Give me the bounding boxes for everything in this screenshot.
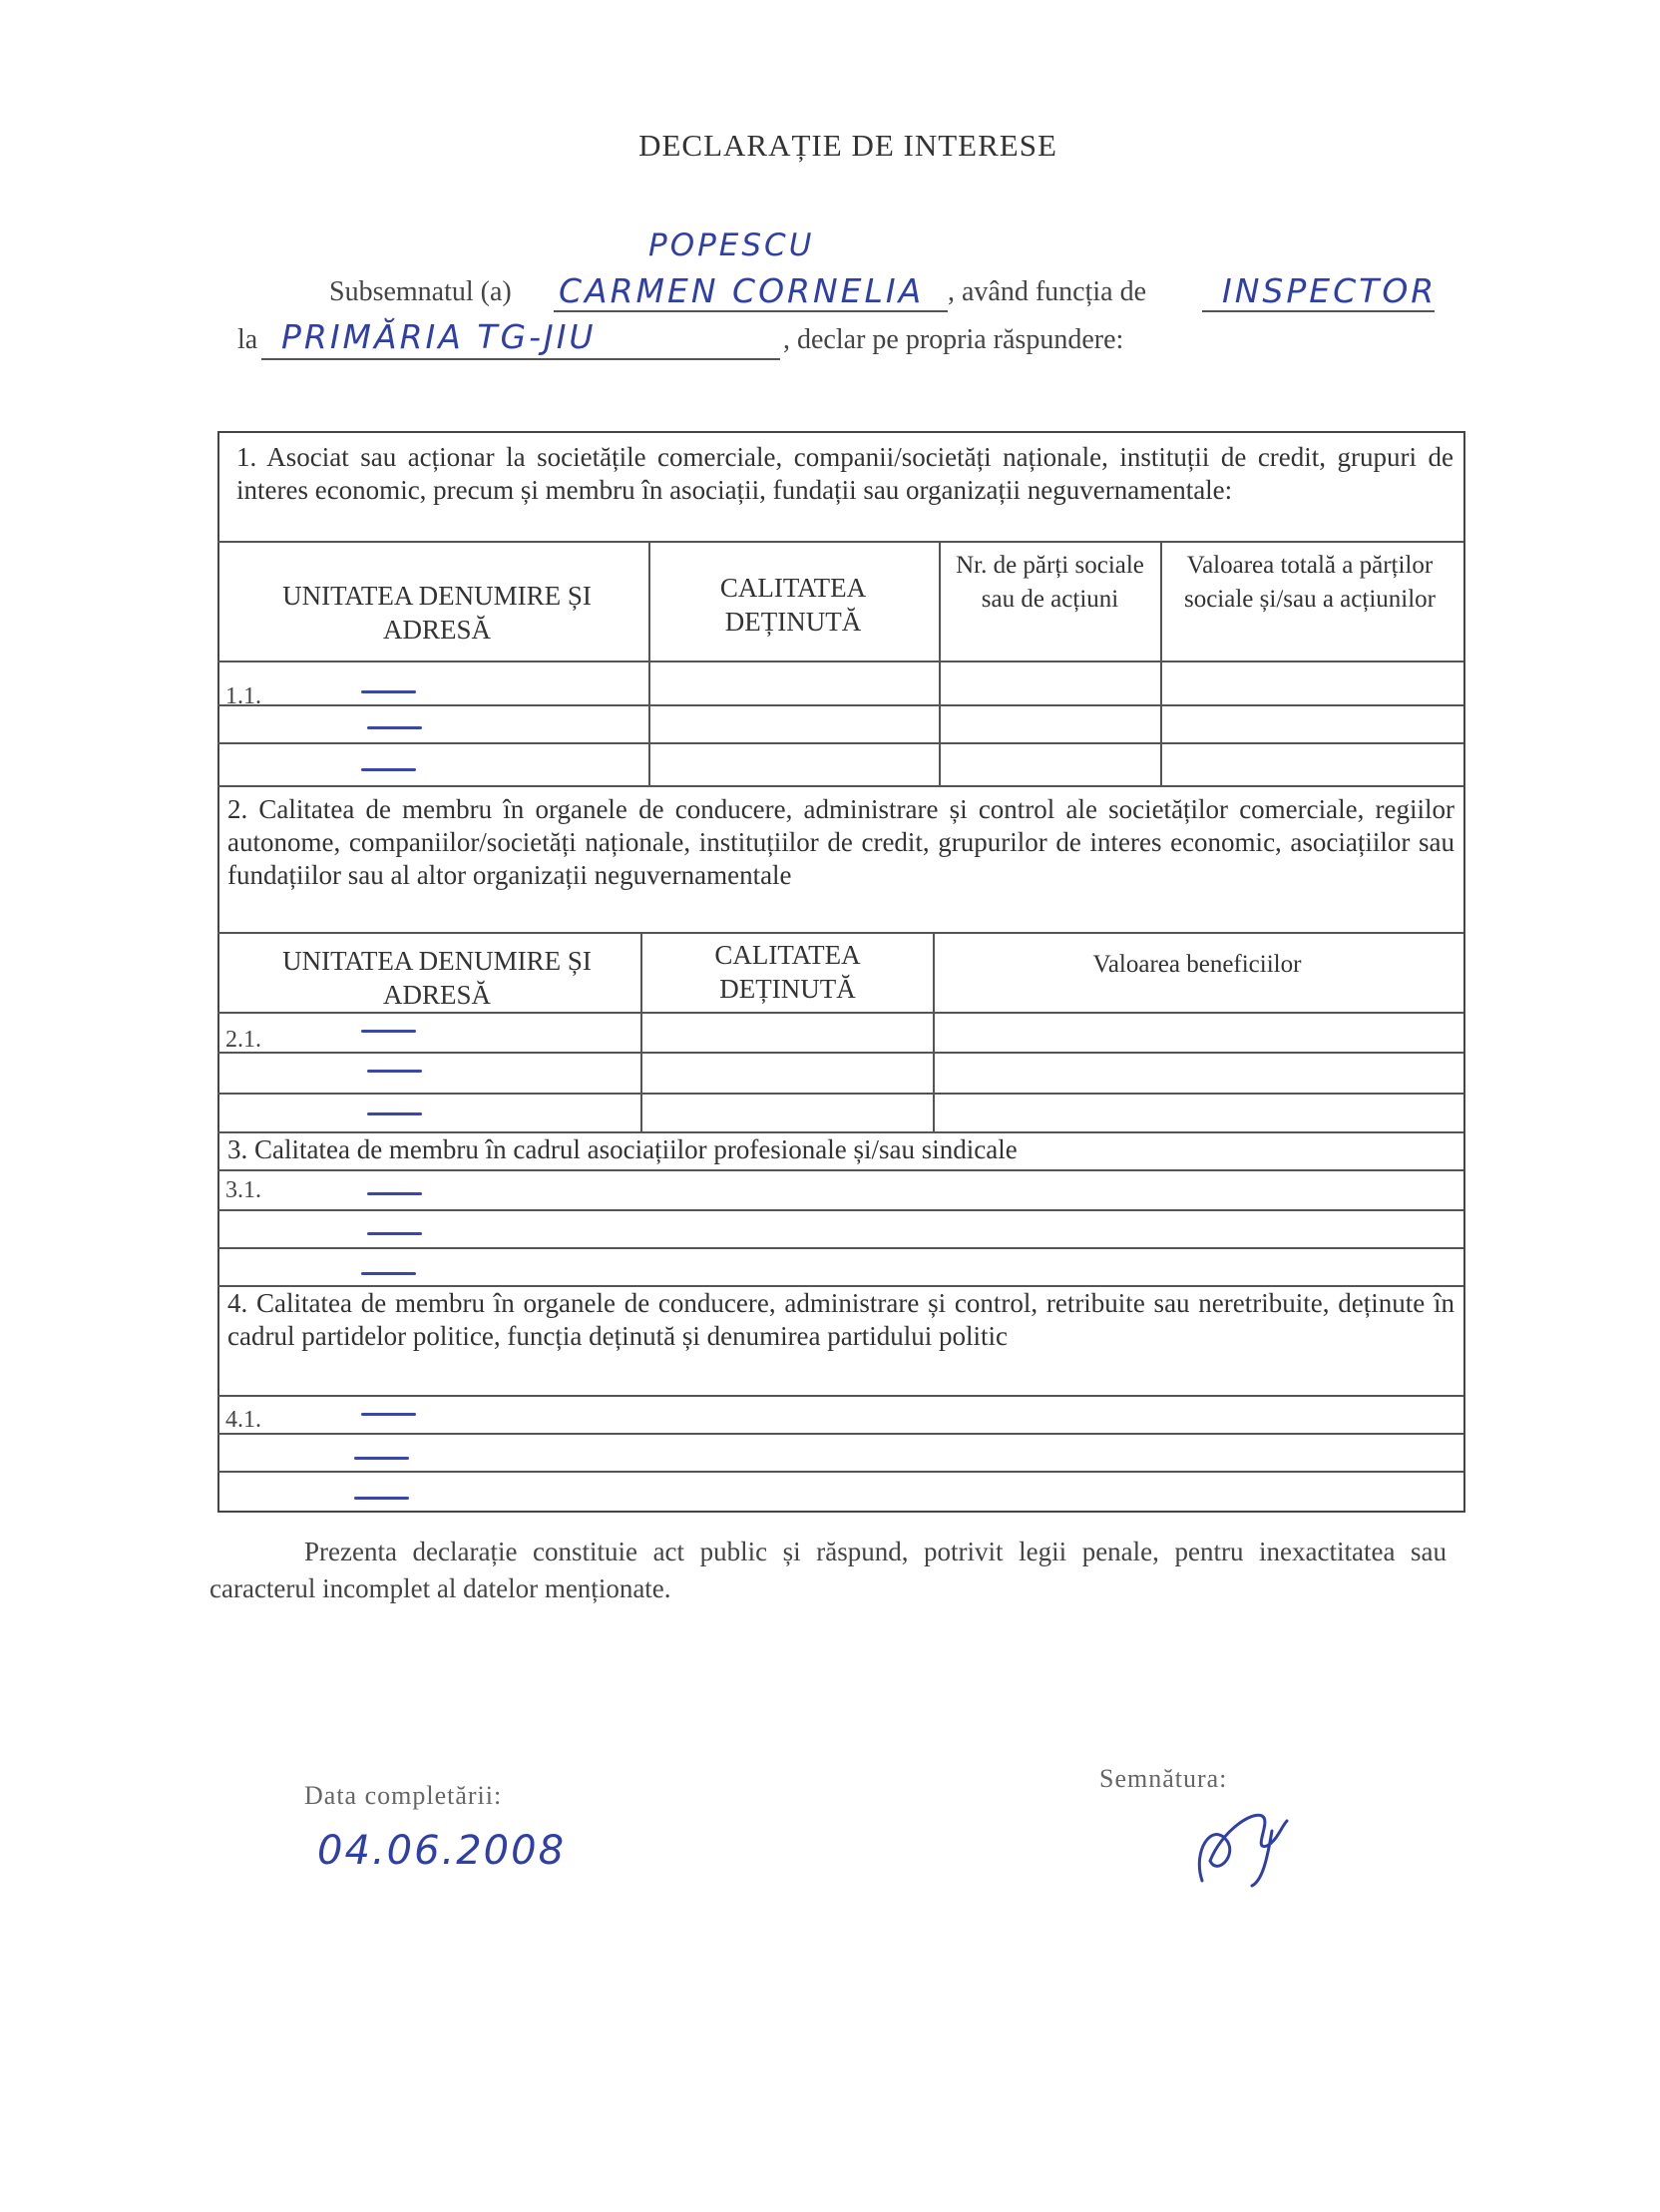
s1-dash-1 — [361, 690, 416, 693]
institution-handwritten: PRIMĂRIA TG-JIU — [281, 317, 597, 356]
name-handwritten: CARMEN CORNELIA — [559, 271, 925, 310]
s2-col-benefits: Valoarea beneficiilor — [1092, 951, 1302, 978]
surname-handwritten: POPESCU — [648, 227, 815, 263]
s4-dash-3 — [354, 1497, 409, 1500]
s3-dash-3 — [361, 1272, 416, 1275]
s2-col-quality: CALITATEA DEȚINUTĂ — [714, 940, 861, 1004]
signature-label: Semnătura: — [1099, 1764, 1228, 1793]
s2-row-label: 2.1. — [225, 1027, 261, 1053]
footer-declaration: Prezenta declarație constituie act public și răspund, potrivit legii penale, pentru inexactitatea sau caracterul incomplet al datelor menționate. — [209, 1537, 1447, 1603]
s4-dash-2 — [354, 1457, 409, 1460]
s2-col-unit: UNITATEA DENUMIRE ȘI ADRESĂ — [282, 946, 592, 1010]
institution-fill-line — [261, 358, 780, 360]
signature-mark — [1182, 1791, 1302, 1901]
s2-dash-1 — [361, 1030, 416, 1033]
s1-col-unit: UNITATEA DENUMIRE ȘI ADRESĂ — [282, 581, 592, 645]
section2-heading: 2. Calitatea de membru în organele de conducere, administrare și control ale societăților comerciale, regiilor autonome, companiilor/societăți naționale, instituțiilor de credit, grupurilor de interes economic, asociațiilor sau fundațiilor sau al altor organizații neguvernamentale — [227, 794, 1454, 890]
s1-dash-2 — [367, 726, 422, 729]
s2-dash-3 — [367, 1112, 422, 1115]
s3-dash-1 — [367, 1192, 422, 1195]
s4-dash-1 — [361, 1413, 416, 1416]
subscribed-label: Subsemnatul (a) — [329, 276, 512, 307]
date-handwritten: 04.06.2008 — [317, 1828, 567, 1874]
document-title: DECLARAȚIE DE INTERESE — [638, 128, 1057, 163]
s1-col-quality: CALITATEA DEȚINUTĂ — [719, 573, 867, 637]
function-label: , având funcția de — [948, 276, 1147, 307]
s1-row-label: 1.1. — [225, 683, 261, 709]
declare-label: , declar pe propria răspundere: — [783, 324, 1124, 355]
name-fill-line — [554, 310, 948, 312]
s2-dash-2 — [367, 1070, 422, 1073]
date-label: Data completării: — [304, 1781, 503, 1810]
section1-heading: 1. Asociat sau acționar la societățile comerciale, companii/societăți naționale, instituții de credit, grupuri de interes economic, precum și membru în asociații, fundații sau organizații neguvernamentale: — [236, 442, 1453, 505]
s1-col-shares: Nr. de părți sociale sau de acțiuni — [956, 552, 1144, 613]
section4-heading: 4. Calitatea de membru în organele de conducere, administrare și control, retribuite sau neretribuite, deținute în cadrul partidelor politice, funcția deținută și denumirea partidului politic — [227, 1288, 1454, 1351]
s1-dash-3 — [361, 768, 416, 771]
s1-col-value: Valoarea totală a părților sociale și/sau a acțiunilor — [1183, 552, 1436, 613]
s3-row-label: 3.1. — [225, 1177, 261, 1203]
function-handwritten: INSPECTOR — [1222, 271, 1438, 310]
s4-row-label: 4.1. — [225, 1407, 261, 1433]
section3-heading: 3. Calitatea de membru în cadrul asociațiilor profesionale și/sau sindicale — [227, 1134, 1018, 1164]
s3-dash-2 — [367, 1232, 422, 1235]
function-fill-line — [1202, 310, 1435, 312]
at-label: la — [237, 324, 258, 355]
